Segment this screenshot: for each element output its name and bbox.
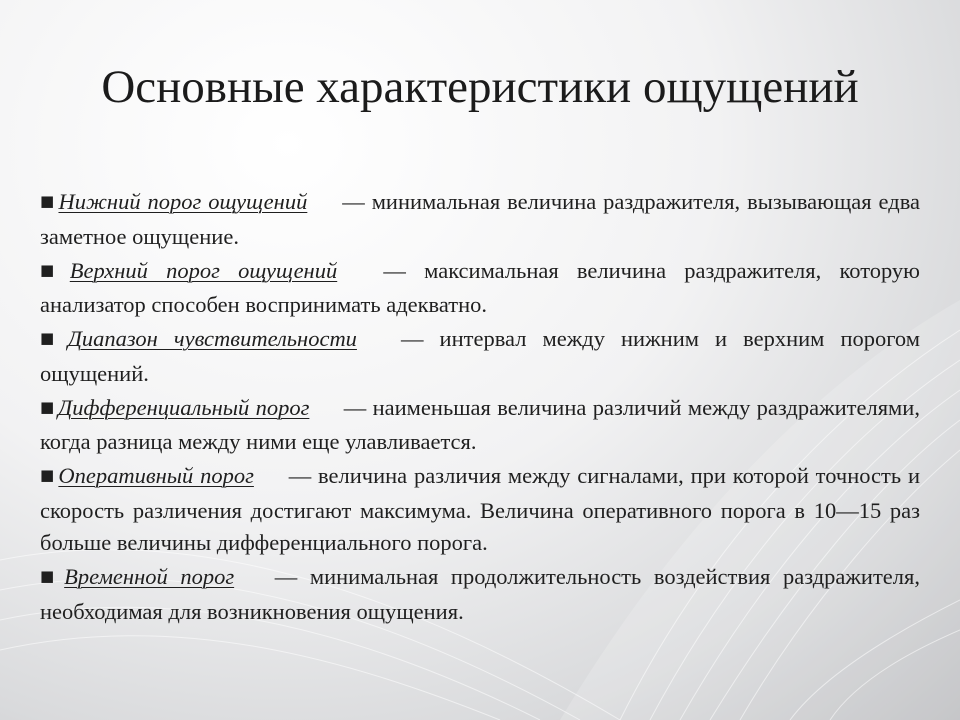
term: Диапазон чувствительности	[67, 326, 357, 351]
square-bullet-icon: ■	[40, 260, 67, 279]
term: Верхний порог ощущений	[69, 257, 338, 283]
square-bullet-icon: ■	[40, 567, 62, 585]
definition: — интервал между нижним и верхним порогом ощущений.	[40, 326, 920, 386]
definition: — максимальная величина раздражителя, которую анализатор способен воспринимать адекватно.	[40, 257, 920, 317]
list-item	[40, 561, 920, 628]
term: Оперативный порог	[58, 463, 254, 488]
list-item	[40, 186, 920, 253]
slide-title: Основные характеристики ощущений	[101, 61, 859, 113]
list-item	[40, 392, 920, 459]
square-bullet-icon: ■	[40, 329, 65, 347]
definition: — величина различия между сигналами, при которой точность и скорость различения достигают максимума. Величина оперативного порога в 10—15 раз больше величины дифференциального порога.	[40, 463, 920, 555]
definition: — минимальная продолжительность воздействия раздражителя, необходимая для возникновения ощущения.	[40, 564, 920, 624]
term: Временной порог	[64, 564, 235, 589]
list-item	[40, 323, 920, 390]
square-bullet-icon: ■	[40, 192, 56, 210]
characteristics-list	[40, 186, 920, 630]
list-item	[40, 460, 920, 560]
square-bullet-icon: ■	[40, 466, 56, 484]
square-bullet-icon: ■	[40, 397, 55, 416]
term: Нижний порог ощущений	[58, 189, 308, 214]
definition: — наименьшая величина различий между раздражителями, когда разница между ними еще улавливается.	[40, 394, 920, 454]
definition: — минимальная величина раздражителя, вызывающая едва заметное ощущение.	[40, 189, 921, 249]
term: Дифференциальный порог	[57, 394, 310, 420]
list-item	[40, 255, 920, 322]
